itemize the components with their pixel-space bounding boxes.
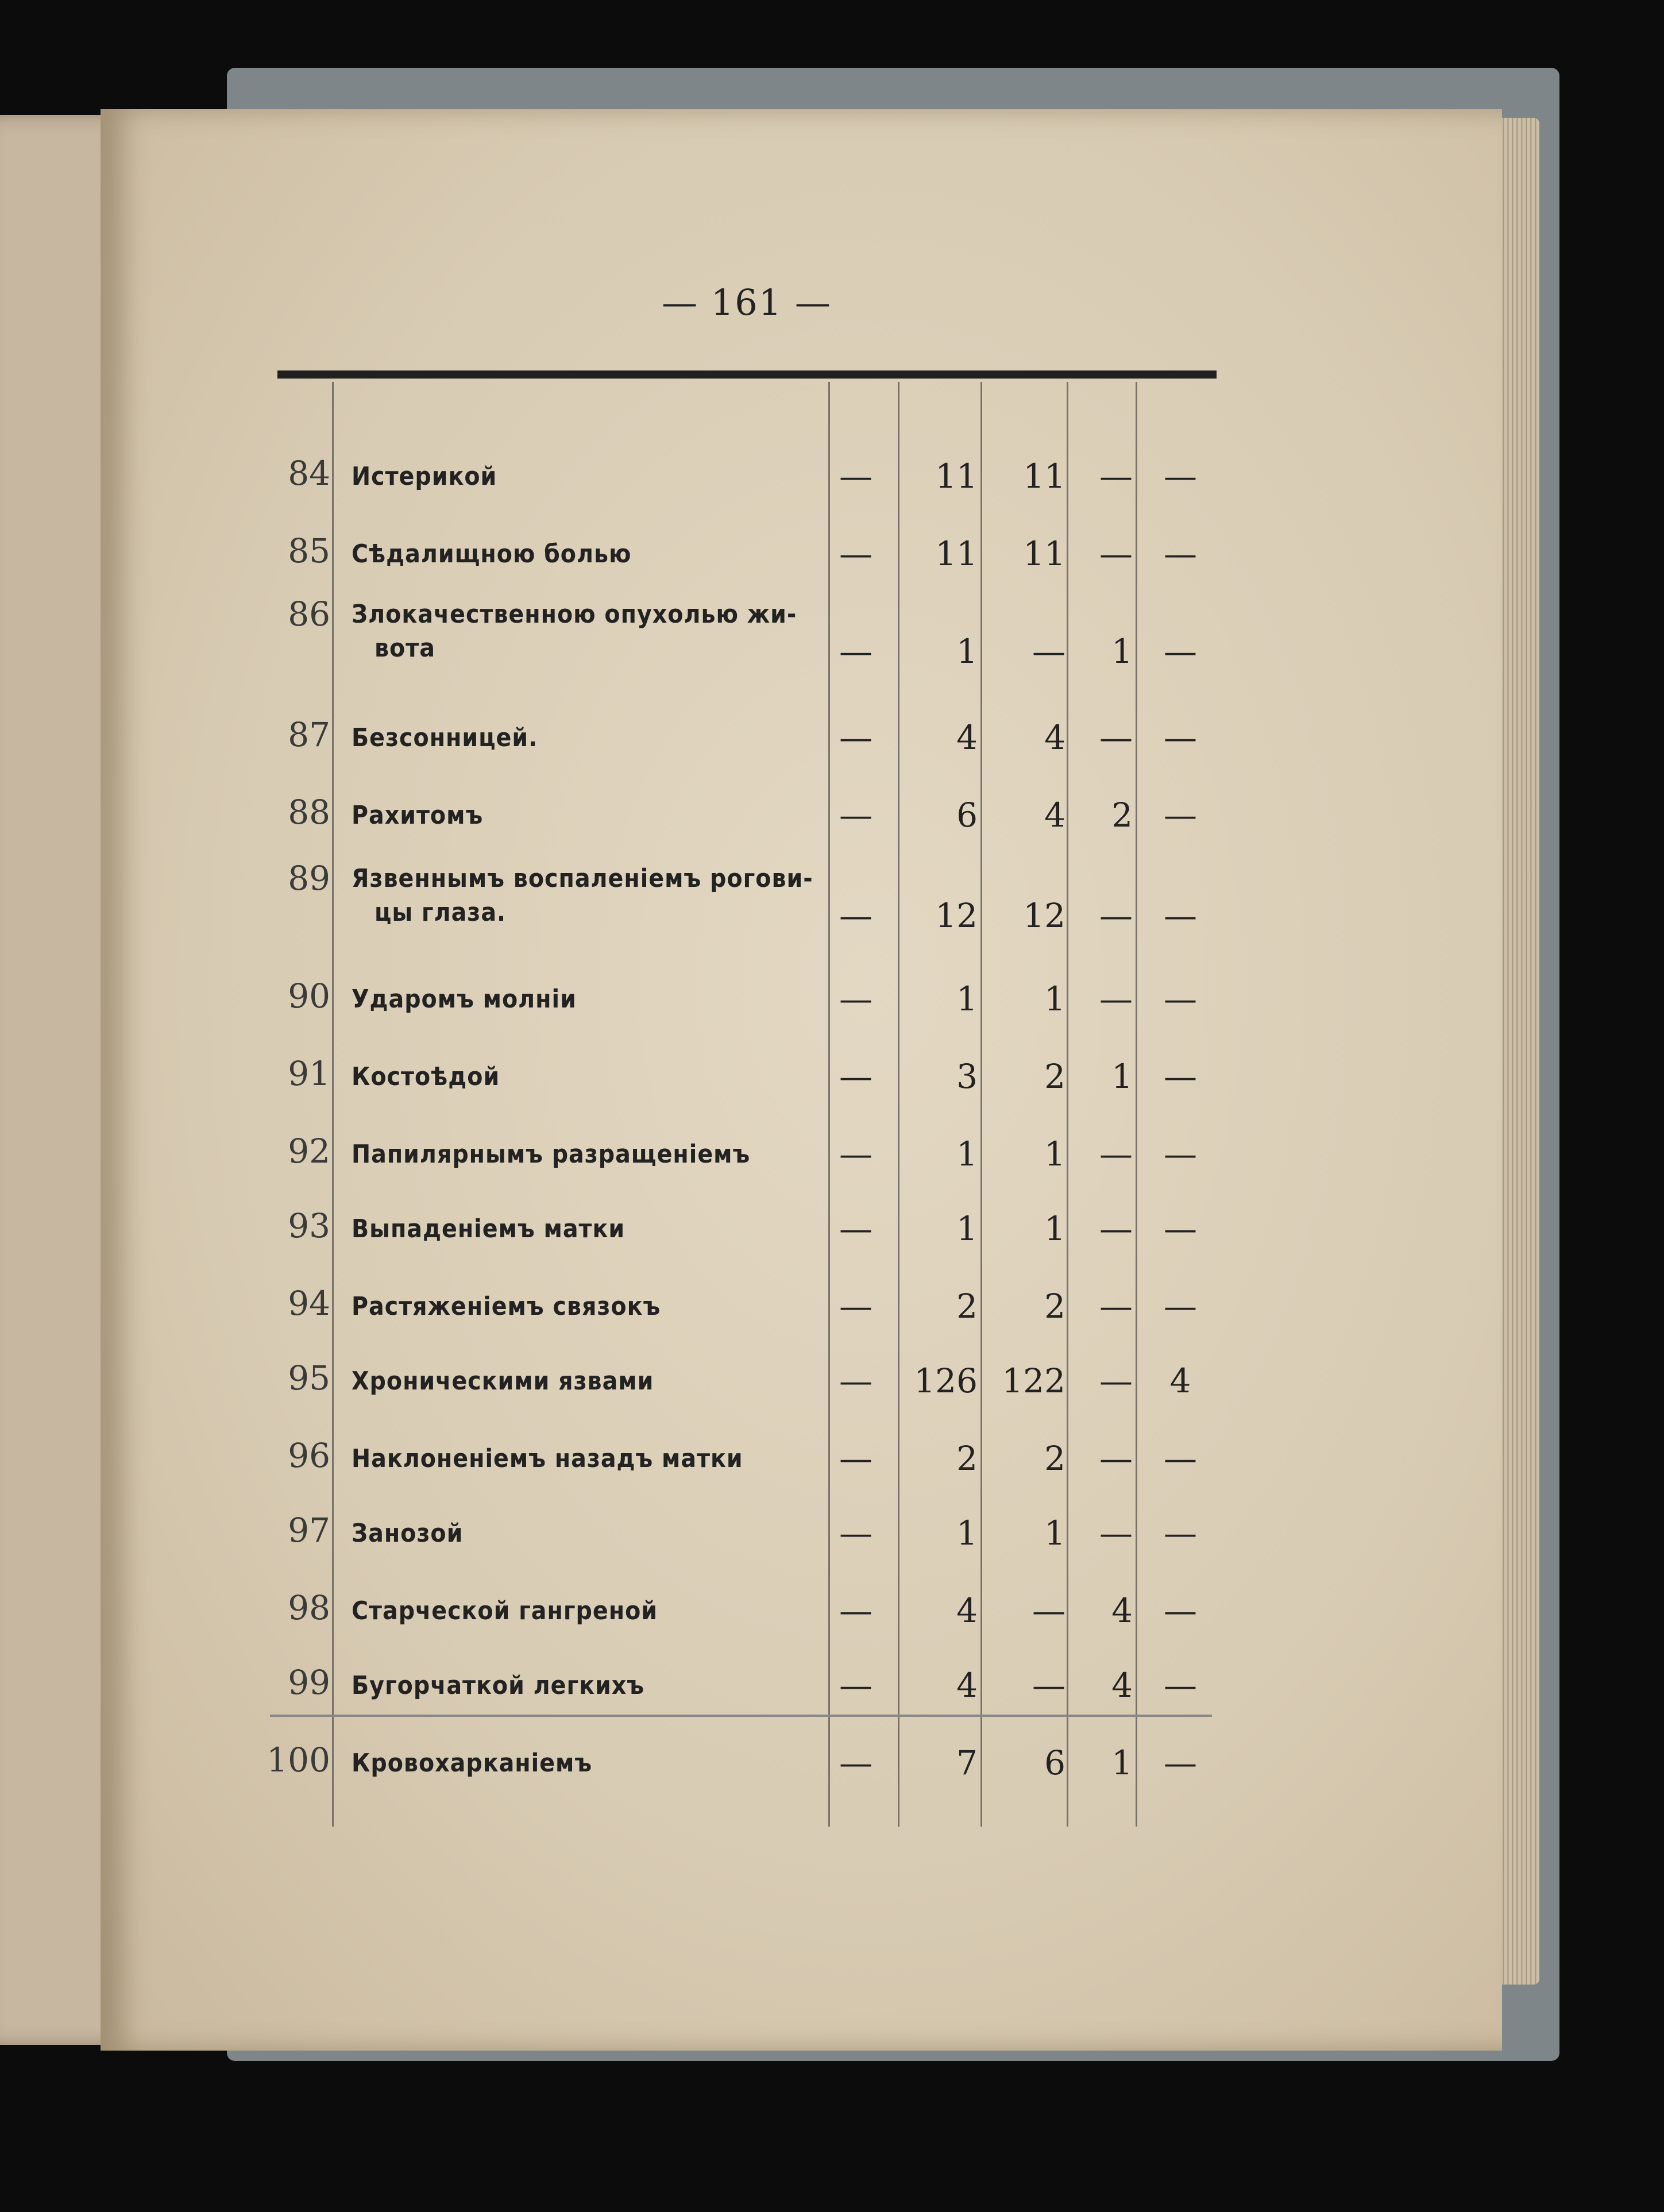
row-number: 95 bbox=[288, 1358, 330, 1398]
value-cell-c1: — bbox=[839, 1361, 872, 1400]
value-cell-c4: 4 bbox=[1111, 1666, 1133, 1705]
value-cell-c5: — bbox=[1164, 1514, 1197, 1553]
value-cell-c4: — bbox=[1099, 457, 1133, 496]
value-cell-c5: — bbox=[1164, 1743, 1197, 1782]
value-cell-c1: — bbox=[839, 979, 872, 1018]
cause-label bbox=[352, 597, 797, 666]
value-cell-c1: — bbox=[839, 1134, 872, 1173]
value-cell-c5: — bbox=[1164, 1666, 1197, 1705]
cause-label bbox=[352, 460, 497, 493]
value-cell-c4: — bbox=[1099, 1514, 1133, 1553]
value-cell-c1: — bbox=[839, 1591, 872, 1630]
value-cell-c2: 1 bbox=[956, 1514, 978, 1553]
value-cell-c5: 4 bbox=[1169, 1361, 1191, 1400]
value-cell-c3: 11 bbox=[1023, 534, 1065, 573]
value-cell-c2: 1 bbox=[956, 1134, 978, 1173]
value-cell-c1: — bbox=[839, 1439, 872, 1478]
cause-label bbox=[352, 1212, 625, 1246]
value-cell-c1: — bbox=[839, 534, 872, 573]
cause-label bbox=[352, 1669, 644, 1703]
value-cell-c3: — bbox=[1032, 632, 1065, 671]
row-number: 92 bbox=[288, 1132, 330, 1171]
value-cell-c3: 6 bbox=[1044, 1743, 1065, 1782]
value-cell-c2: 11 bbox=[935, 534, 978, 573]
cause-text: Бугорчаткой легкихъ bbox=[352, 1671, 645, 1700]
value-cell-c1: — bbox=[839, 796, 872, 835]
value-cell-c5: — bbox=[1164, 718, 1197, 757]
value-cell-c3: 2 bbox=[1044, 1287, 1065, 1326]
cause-label bbox=[352, 1060, 500, 1094]
value-cell-c1: — bbox=[839, 1287, 872, 1326]
cause-text-continuation: вота bbox=[375, 634, 435, 663]
cause-label bbox=[352, 1594, 658, 1628]
value-cell-c4: — bbox=[1099, 1361, 1133, 1400]
value-cell-c3: 2 bbox=[1044, 1439, 1065, 1478]
value-cell-c5: — bbox=[1164, 632, 1197, 671]
cause-text: Хроническими язвами bbox=[352, 1366, 654, 1396]
cause-text: Растяженіемъ связокъ bbox=[352, 1292, 661, 1321]
page-number: — 161 — bbox=[662, 281, 832, 323]
value-cell-c4: — bbox=[1099, 979, 1133, 1018]
row-number: 90 bbox=[288, 976, 330, 1016]
row-number: 99 bbox=[288, 1663, 330, 1702]
value-cell-c5: — bbox=[1164, 896, 1197, 935]
value-cell-c1: — bbox=[839, 1057, 872, 1096]
value-cell-c5: — bbox=[1164, 979, 1197, 1018]
row-number: 85 bbox=[288, 531, 330, 570]
cause-label bbox=[352, 1290, 661, 1323]
value-cell-c3: 4 bbox=[1044, 796, 1065, 835]
cause-text: Язвеннымъ воспаленіемъ рогови- bbox=[352, 864, 813, 893]
value-cell-c2: 1 bbox=[956, 632, 978, 671]
value-cell-c2: 1 bbox=[956, 1209, 978, 1248]
value-cell-c1: — bbox=[839, 1743, 872, 1782]
value-cell-c4: 1 bbox=[1111, 1743, 1133, 1782]
row-number: 89 bbox=[288, 859, 330, 898]
cause-label bbox=[352, 798, 483, 832]
value-cell-c4: 4 bbox=[1111, 1591, 1133, 1630]
cause-label bbox=[352, 1442, 743, 1476]
cause-text: Наклоненіемъ назадъ матки bbox=[352, 1444, 743, 1473]
cause-label bbox=[352, 537, 632, 571]
value-cell-c3: 1 bbox=[1044, 1209, 1065, 1248]
row-number: 93 bbox=[288, 1206, 330, 1245]
value-cell-c2: 1 bbox=[956, 979, 978, 1018]
value-cell-c4: — bbox=[1099, 896, 1133, 935]
value-cell-c2: 11 bbox=[935, 457, 978, 496]
column-rule bbox=[1136, 382, 1137, 1827]
cause-text: Папилярнымъ разращеніемъ bbox=[352, 1140, 751, 1169]
value-cell-c4: — bbox=[1099, 1287, 1133, 1326]
value-cell-c4: — bbox=[1099, 1439, 1133, 1478]
value-cell-c4: — bbox=[1099, 718, 1133, 757]
value-cell-c2: 12 bbox=[935, 896, 978, 935]
value-cell-c2: 7 bbox=[956, 1743, 978, 1782]
value-cell-c1: — bbox=[839, 1514, 872, 1553]
value-cell-c5: — bbox=[1164, 1134, 1197, 1173]
value-cell-c5: — bbox=[1164, 1439, 1197, 1478]
value-cell-c3: 1 bbox=[1044, 1514, 1065, 1553]
value-cell-c4: — bbox=[1099, 534, 1133, 573]
value-cell-c3: 12 bbox=[1023, 896, 1065, 935]
row-number: 87 bbox=[288, 715, 330, 754]
value-cell-c2: 2 bbox=[956, 1439, 978, 1478]
row-number: 94 bbox=[288, 1284, 330, 1323]
value-cell-c4: 1 bbox=[1111, 632, 1133, 671]
cause-label bbox=[352, 1137, 750, 1171]
row-number: 98 bbox=[288, 1588, 330, 1627]
row-number: 88 bbox=[288, 793, 330, 832]
value-cell-c5: — bbox=[1164, 796, 1197, 835]
cause-text: Истерикой bbox=[352, 462, 497, 491]
value-cell-c1: — bbox=[839, 1666, 872, 1705]
value-cell-c5: — bbox=[1164, 1287, 1197, 1326]
column-rule bbox=[332, 382, 334, 1827]
row-number: 84 bbox=[288, 454, 330, 493]
top-rule bbox=[277, 370, 1217, 379]
cause-text: Злокачественною опухолью жи- bbox=[352, 600, 797, 629]
cause-text: Безсонницей. bbox=[352, 723, 538, 752]
value-cell-c1: — bbox=[839, 718, 872, 757]
value-cell-c1: — bbox=[839, 457, 872, 496]
value-cell-c1: — bbox=[839, 632, 872, 671]
row-number: 86 bbox=[288, 595, 330, 634]
value-cell-c1: — bbox=[839, 1209, 872, 1248]
value-cell-c4: 2 bbox=[1111, 796, 1133, 835]
cause-text-continuation: цы глаза. bbox=[375, 898, 507, 928]
row-number: 97 bbox=[288, 1511, 330, 1550]
cause-label bbox=[352, 1364, 654, 1398]
cause-text: Выпаденіемъ матки bbox=[352, 1214, 626, 1244]
value-cell-c2: 4 bbox=[956, 1591, 978, 1630]
value-cell-c5: — bbox=[1164, 1057, 1197, 1096]
value-cell-c4: — bbox=[1099, 1134, 1133, 1173]
cause-label bbox=[352, 862, 813, 930]
value-cell-c5: — bbox=[1164, 457, 1197, 496]
cause-text: Занозой bbox=[352, 1519, 464, 1548]
value-cell-c3: 4 bbox=[1044, 718, 1065, 757]
cause-text: Рахитомъ bbox=[352, 801, 484, 830]
value-cell-c2: 126 bbox=[914, 1361, 978, 1400]
cause-label bbox=[352, 721, 538, 755]
value-cell-c5: — bbox=[1164, 1591, 1197, 1630]
value-cell-c2: 2 bbox=[956, 1287, 978, 1326]
row-number: 100 bbox=[267, 1740, 330, 1779]
cause-text: Сѣдалищною болью bbox=[352, 539, 632, 569]
value-cell-c4: 1 bbox=[1111, 1057, 1133, 1096]
value-cell-c4: — bbox=[1099, 1209, 1133, 1248]
value-cell-c5: — bbox=[1164, 534, 1197, 573]
value-cell-c3: 122 bbox=[1002, 1361, 1065, 1400]
value-cell-c3: 1 bbox=[1044, 1134, 1065, 1173]
row-number: 96 bbox=[288, 1436, 330, 1475]
value-cell-c2: 4 bbox=[956, 1666, 978, 1705]
value-cell-c5: — bbox=[1164, 1209, 1197, 1248]
value-cell-c2: 6 bbox=[956, 796, 978, 835]
value-cell-c3: 1 bbox=[1044, 979, 1065, 1018]
value-cell-c3: 11 bbox=[1023, 457, 1065, 496]
cause-text: Старческой гангреной bbox=[352, 1596, 658, 1626]
cause-text: Кровохарканіемъ bbox=[352, 1748, 593, 1778]
cause-label bbox=[352, 1746, 592, 1780]
value-cell-c3: — bbox=[1032, 1591, 1065, 1630]
row-number: 91 bbox=[288, 1054, 330, 1093]
value-cell-c3: 2 bbox=[1044, 1057, 1065, 1096]
cause-text: Костоѣдой bbox=[352, 1062, 500, 1091]
value-cell-c2: 4 bbox=[956, 718, 978, 757]
bottom-rule bbox=[270, 1715, 1212, 1717]
cause-label bbox=[352, 1516, 463, 1550]
value-cell-c2: 3 bbox=[956, 1057, 978, 1096]
value-cell-c3: — bbox=[1032, 1666, 1065, 1705]
value-cell-c1: — bbox=[839, 896, 872, 935]
cause-label bbox=[352, 982, 577, 1016]
cause-text: Ударомъ молніи bbox=[352, 985, 577, 1014]
